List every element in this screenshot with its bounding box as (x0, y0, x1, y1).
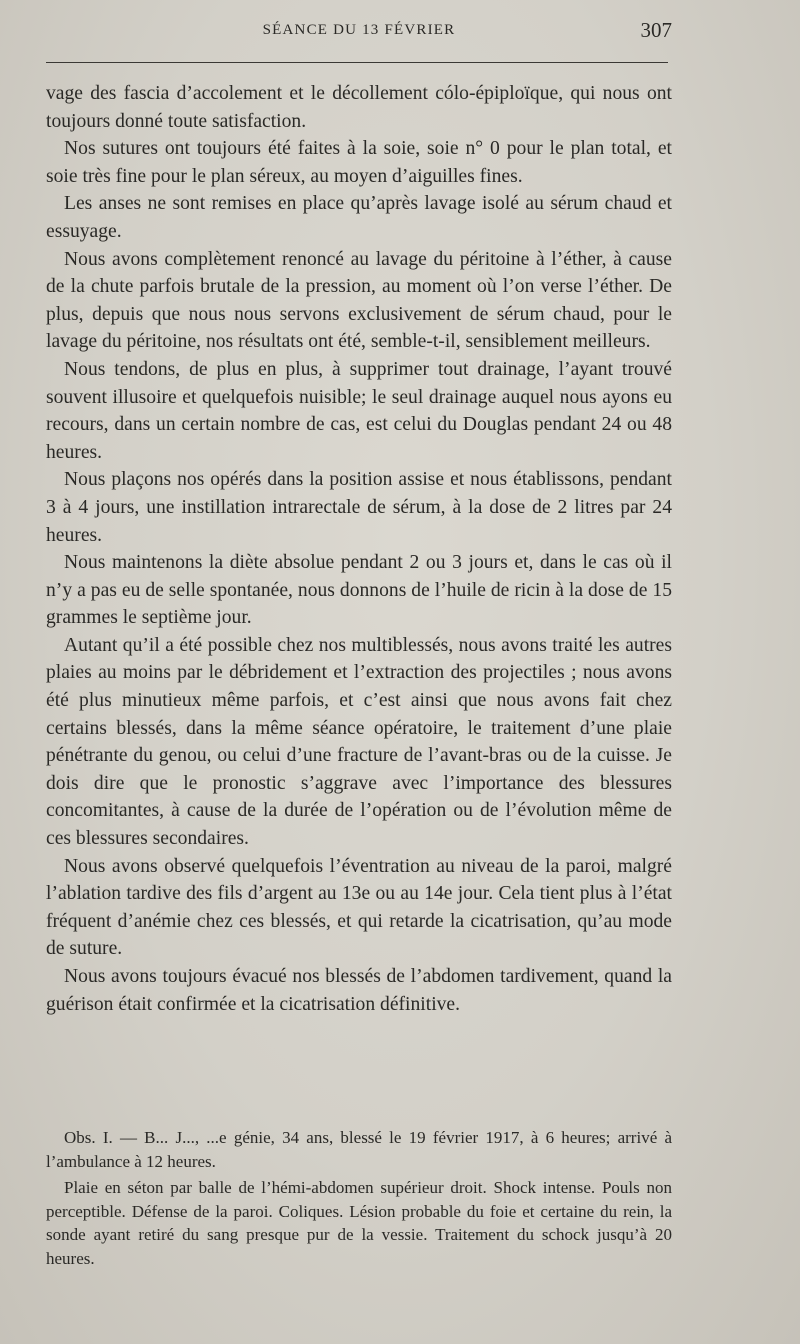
observation-block (46, 1126, 672, 1271)
paragraph-eventration: Nous avons observé quelquefois l’éventration au niveau de la paroi, malgré l’ablation tardive des fils d’argent au 13e ou au 14e jour. Cela tient plus à l’état fréquent d’anémie chez ces blessés, et qui retarde la cicatrisation, qu’au mode de suture. (46, 855, 672, 960)
paragraph-multiblesses: Autant qu’il a été possible chez nos multiblessés, nous avons traité les autres plaies au moins par le débridement et l’extraction des projectiles ; nous avons été plus minutieux même parfois, et c’est ainsi que nous avons fait chez certains blessés, dans la même séance opératoire, le traitement d’une plaie pénétrante du genou, ou celui d’une fracture de l’avant-bras ou de la cuisse. Je dois dire que le pronostic s’aggrave avec l’importance des blessures concomitantes, à cause de la durée de l’opération ou de l’évolution même de ces blessures secondaires. (46, 634, 672, 850)
paragraph-position: Nous plaçons nos opérés dans la position assise et nous établissons, pendant 3 à 4 jours, une instillation intrarectale de sérum, à la dose de 2 litres par 24 heures. (46, 469, 672, 546)
observation-details: Plaie en séton par balle de l’hémi-abdomen supérieur droit. Shock intense. Pouls non perceptible. Défense de la paroi. Coliques. Lésion probable du foie et certaine du rein, la sonde ayant retiré du sang presque pur de la vessie. Traitement du schock jusqu’à 20 heures. (46, 1178, 672, 1268)
paragraph-lavage: Nous avons complètement renoncé au lavage du péritoine à l’éther, à cause de la chute parfois brutale de la pression, au moment où l’on verse l’éther. De plus, depuis que nous nous servons exclusivement de sérum chaud, pour le lavage du péritoine, nos résultats ont été, semble-t-il, sensiblement meilleurs. (46, 248, 672, 353)
running-title: SÉANCE DU 13 FÉVRIER (262, 22, 456, 38)
page-header (46, 18, 672, 44)
paragraph-diete: Nous maintenons la diète absolue pendant 2 ou 3 jours et, dans le cas où il n’y a pas eu de selle spontanée, nous donnons de l’huile de ricin à la dose de 15 grammes le septième jour. (46, 552, 672, 629)
paragraph-drainage: Nous tendons, de plus en plus, à supprimer tout drainage, l’ayant trouvé souvent illusoire et quelquefois nuisible; le seul drainage auquel nous ayons eu recours, dans un certain nombre de cas, est celui du Douglas pendant 24 ou 48 heures. (46, 358, 672, 463)
paragraph-evacuation: Nous avons toujours évacué nos blessés de l’abdomen tardivement, quand la guérison était confirmée et la cicatrisation définitive. (46, 966, 672, 1015)
paragraph-continuation: vage des fascia d’accolement et le décollement cólo-épiploïque, qui nous ont toujours donné toute satisfaction. (46, 83, 672, 132)
paragraph-anses: Les anses ne sont remises en place qu’après lavage isolé au sérum chaud et essuyage. (46, 193, 672, 242)
body-text (46, 80, 672, 1018)
page-number: 307 (640, 18, 672, 42)
header-rule (46, 62, 668, 63)
paragraph-sutures: Nos sutures ont toujours été faites à la soie, soie n° 0 pour le plan total, et soie très fine pour le plan séreux, au moyen d’aiguilles fines. (46, 138, 672, 187)
observation-header: Obs. I. — B... J..., ...e génie, 34 ans, blessé le 19 février 1917, à 6 heures; arrivé à l’ambulance à 12 heures. (46, 1128, 672, 1171)
